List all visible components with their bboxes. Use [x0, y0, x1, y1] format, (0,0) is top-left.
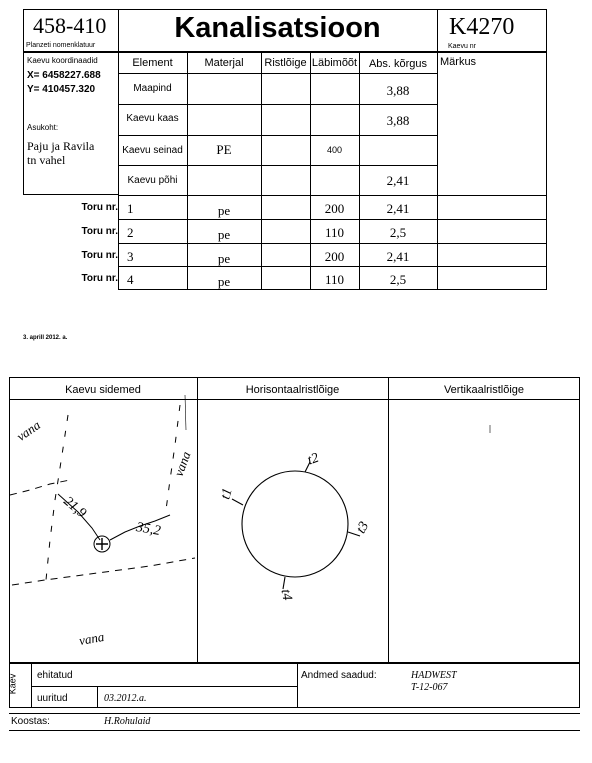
table-row-height: 2,41	[386, 173, 410, 188]
nomenclature-number: 458-410	[33, 13, 107, 38]
surveyed-label: uuritud	[37, 693, 68, 704]
data-from-line2: T-12-067	[411, 682, 448, 693]
coords-label: Kaevu koordinaadid	[27, 56, 98, 65]
pipe-label: Toru nr.	[81, 226, 118, 237]
panel-title-connections: Kaevu sidemed	[65, 384, 141, 396]
hand-label-vana: vana	[13, 417, 44, 444]
panel-title-horizontal: Horisontaalristlõige	[245, 384, 340, 396]
hand-label-length: 35,2	[134, 519, 162, 540]
pipe-nr: 3	[127, 249, 134, 264]
pipe-material: pe	[217, 251, 231, 266]
col-header-section: Ristlõige	[264, 57, 307, 69]
pipe-material: pe	[217, 227, 231, 242]
panel-title-vertical: Vertikaalristlõige	[443, 384, 525, 396]
location-line2: tn vahel	[27, 153, 66, 167]
pipe-diameter: 110	[324, 272, 345, 287]
pipe-height: 2,41	[386, 201, 410, 216]
hand-label-pipe: t1	[218, 486, 236, 502]
composed-label: Koostas:	[11, 716, 50, 727]
pipe-height: 2,5	[389, 272, 407, 287]
nomenclature-label: Planzeti nomenklatuur	[26, 42, 96, 49]
col-header-height: Abs. kõrgus	[368, 58, 428, 70]
data-from-label: Andmed saadud:	[301, 670, 377, 681]
col-header-material: Materjal	[204, 57, 244, 69]
table-row-material: PE	[216, 142, 232, 157]
surveyed-value: 03.2012.a.	[104, 693, 147, 704]
footer-side-label: Kaev	[7, 673, 18, 695]
hand-label-vana: vana	[170, 449, 194, 479]
pipe-height: 2,5	[389, 225, 407, 240]
pipe-nr: 4	[127, 272, 134, 287]
pipe-nr: 2	[127, 225, 134, 240]
pipe-label: Toru nr.	[81, 273, 118, 284]
data-from-line1: HADWEST	[411, 670, 457, 681]
built-label: ehitatud	[37, 670, 73, 681]
pipe-material: pe	[217, 203, 231, 218]
composed-value: H.Rohulaid	[104, 716, 151, 727]
col-header-diameter: Läbimõõt	[311, 57, 358, 69]
table-row-diameter: 400	[326, 145, 343, 155]
pipe-diameter: 200	[324, 201, 345, 216]
hand-label-length: 21,9	[60, 493, 89, 522]
hand-label-vana: vana	[77, 628, 106, 649]
hand-label-pipe: t2	[305, 450, 321, 469]
coord-y: Y= 410457.320	[27, 84, 96, 95]
coord-x: X= 6458227.688	[27, 70, 101, 81]
location-label: Asukoht:	[27, 123, 59, 132]
table-row-element: Kaevu kaas	[126, 113, 179, 124]
well-number: K4270	[449, 14, 515, 40]
table-row-element: Kaevu seinad	[122, 145, 183, 156]
location-line1: Paju ja Ravila	[27, 139, 95, 153]
pipe-label: Toru nr.	[81, 202, 118, 213]
page-title: Kanalisatsioon	[174, 12, 381, 44]
pipe-label: Toru nr.	[81, 250, 118, 261]
table-row-element: Maapind	[133, 83, 172, 94]
table-row-height: 3,88	[386, 83, 410, 98]
pipe-height: 2,41	[386, 249, 410, 264]
table-row-height: 3,88	[386, 113, 410, 128]
hand-label-pipe: t4	[277, 588, 295, 602]
date-note: 3. aprill 2012. a.	[23, 335, 68, 341]
well-nr-label: Kaevu nr	[448, 43, 477, 50]
pipe-nr: 1	[127, 201, 134, 216]
hand-label-pipe: t3	[353, 519, 373, 537]
pipe-diameter: 200	[324, 249, 345, 264]
pipe-material: pe	[217, 274, 231, 289]
col-header-remarks: Märkus	[440, 56, 477, 68]
col-header-element: Element	[132, 57, 173, 69]
pipe-diameter: 110	[324, 225, 345, 240]
table-row-element: Kaevu põhi	[127, 175, 178, 186]
